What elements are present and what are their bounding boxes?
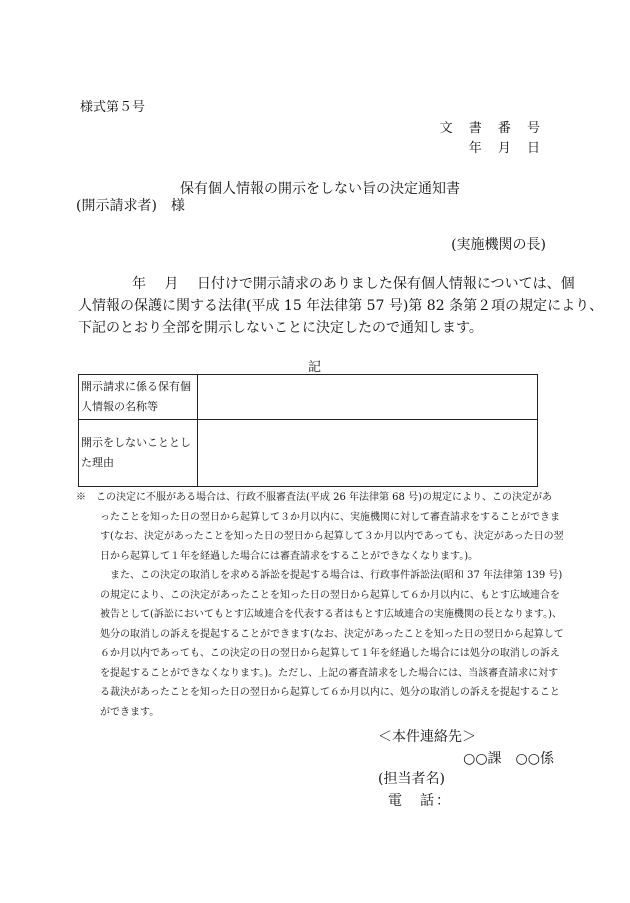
document-title: 保有個人情報の開示をしない旨の決定通知書	[180, 181, 460, 197]
form-number: 様式第５号	[80, 100, 146, 115]
note-line: ができます。	[100, 706, 160, 718]
note-line: ６か月以内であっても、この決定の日の翌日から起算して１年を経過した場合には処分の取消しの訴え	[100, 648, 560, 659]
note-line: の規定により、この決定があったことを知った日の翌日から起算して６か月以内に、もとす広域連合を	[100, 589, 560, 601]
label-line: 人情報の名称等	[81, 400, 158, 413]
body-line: 人情報の保護に関する法律(平成 15 年法律第 57 号)第 82 条第２項の規定により、	[78, 298, 604, 314]
label-line: 開示をしないこととし	[81, 436, 191, 449]
table-label-item-name	[79, 375, 198, 420]
body-line: 年 月 日付けで開示請求のありました保有個人情報については、個	[132, 276, 575, 292]
table-label-reason	[79, 420, 198, 487]
table-row	[79, 420, 538, 487]
issuing-agency: (実施機関の長)	[451, 237, 546, 253]
note-line: る裁決があったことを知った日の翌日から起算して６か月以内に、処分の取消しの訴えを提起すること	[100, 687, 560, 698]
contact-heading: ＜本件連絡先＞	[378, 729, 476, 745]
note-line: す(なお、決定があったことを知った日の翌日から起算して３か月以内であっても、決定があった日の翌	[100, 531, 564, 542]
table-value-reason[interactable]	[198, 420, 538, 487]
note-line: 被告として(訴訟においてもとす広域連合を代表する者はもとす広域連合の実施機関の長となります。)、	[100, 609, 563, 620]
addressee: (開示請求者) 様	[76, 198, 185, 214]
note-line: また、この決定の取消しを求める訴訟を提起する場合は、行政事件訴訟法(昭和 37 年法律第 139 号)	[110, 570, 563, 581]
table-value-item-name[interactable]	[198, 375, 538, 420]
ki-heading: 記	[308, 360, 322, 375]
note-line: を提起することができなくなります。)。ただし、上記の審査請求をした場合には、当該審査請求に対す	[100, 667, 559, 679]
document-number: 文 書 番 号	[439, 121, 546, 136]
appeal-notes	[76, 488, 564, 722]
note-line: ※ この決定に不服がある場合は、行政不服審査法(平成 26 年法律第 68 号)の規定により、この決定があ	[76, 492, 552, 503]
body-line: 下記のとおり全部を開示しないことに決定したので通知します。	[78, 320, 483, 336]
note-line: 処分の取消しの訴えを提起することができます(なお、決定があったことを知った日の翌日から起算して	[100, 628, 564, 640]
decision-table	[78, 374, 538, 487]
label-line: た理由	[81, 456, 114, 469]
body-paragraph	[78, 273, 604, 339]
table-row	[79, 375, 538, 420]
contact-phone: 電 話：	[388, 793, 452, 809]
contact-department: ○○課 ○○係	[463, 751, 554, 767]
document-date: 年 月 日	[468, 141, 546, 156]
note-line: ったことを知った日の翌日から起算して３か月以内に、実施機関に対して審査請求をすることができま	[100, 511, 560, 523]
note-line: 日から起算して１年を経過した場合には審査請求をすることができなくなります。)。	[100, 550, 479, 562]
label-line: 開示請求に係る保有個	[81, 380, 191, 393]
contact-person: (担当者名)	[378, 771, 445, 787]
